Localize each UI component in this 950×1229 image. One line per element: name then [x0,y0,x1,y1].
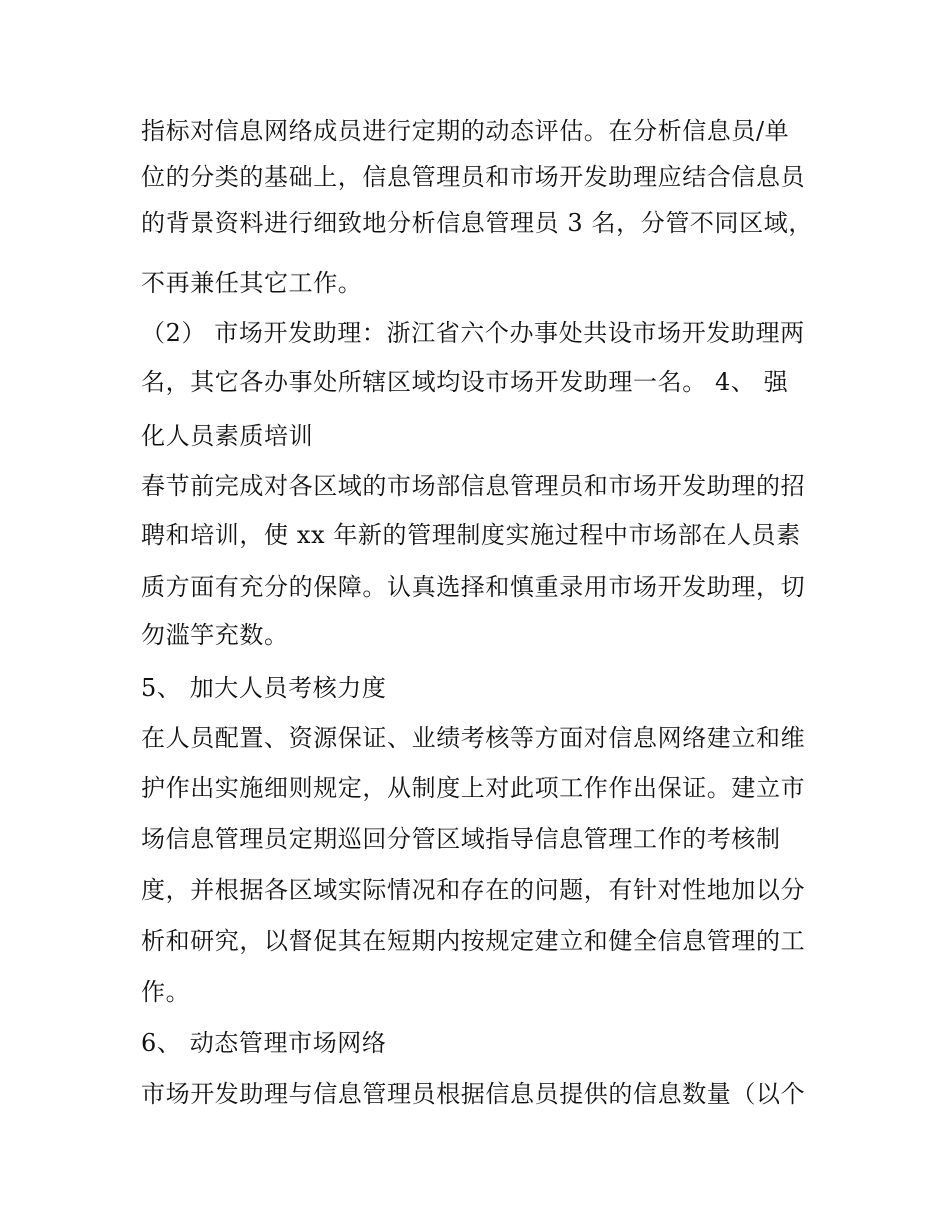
paragraph-line: 勿滥竽充数。 [141,621,289,649]
list-item-2-line: （2） 市场开发助理：浙江省六个办事处共设市场开发助理两 [141,319,805,347]
paragraph-line: 质方面有充分的保障。认真选择和慎重录用市场开发助理，切 [141,573,806,601]
paragraph-line: 春节前完成对各区域的市场部信息管理员和市场开发助理的招 [141,472,806,500]
section-heading-4: 化人员素质培训 [141,422,314,450]
paragraph-line: 聘和培训，使 xx 年新的管理制度实施过程中市场部在人员素 [141,521,801,549]
paragraph-line: 市场开发助理与信息管理员根据信息员提供的信息数量（以个 [141,1080,806,1108]
paragraph-line: 不再兼任其它工作。 [141,269,363,297]
section-heading-6: 6、 动态管理市场网络 [141,1029,387,1057]
paragraph-line: 作。 [141,978,191,1006]
paragraph-line: 在人员配置、资源保证、业绩考核等方面对信息网络建立和维 [141,724,806,752]
list-item-2-line: 名，其它各办事处所辖区域均设市场开发助理一名。 4、 强 [141,368,789,396]
section-heading-5: 5、 加大人员考核力度 [141,674,387,702]
paragraph-line: 析和研究，以督促其在短期内按规定建立和健全信息管理的工 [141,927,806,955]
paragraph-line: 场信息管理员定期巡回分管区域指导信息管理工作的考核制 [141,825,781,853]
paragraph-line: 的背景资料进行细致地分析信息管理员 3 名，分管不同区域， [141,209,813,237]
paragraph-line: 位的分类的基础上，信息管理员和市场开发助理应结合信息员 [141,163,806,191]
paragraph-line: 护作出实施细则规定，从制度上对此项工作作出保证。建立市 [141,774,806,802]
paragraph-line: 指标对信息网络成员进行定期的动态评估。在分析信息员/单 [141,117,790,145]
paragraph-line: 度，并根据各区域实际情况和存在的问题，有针对性地加以分 [141,876,806,904]
